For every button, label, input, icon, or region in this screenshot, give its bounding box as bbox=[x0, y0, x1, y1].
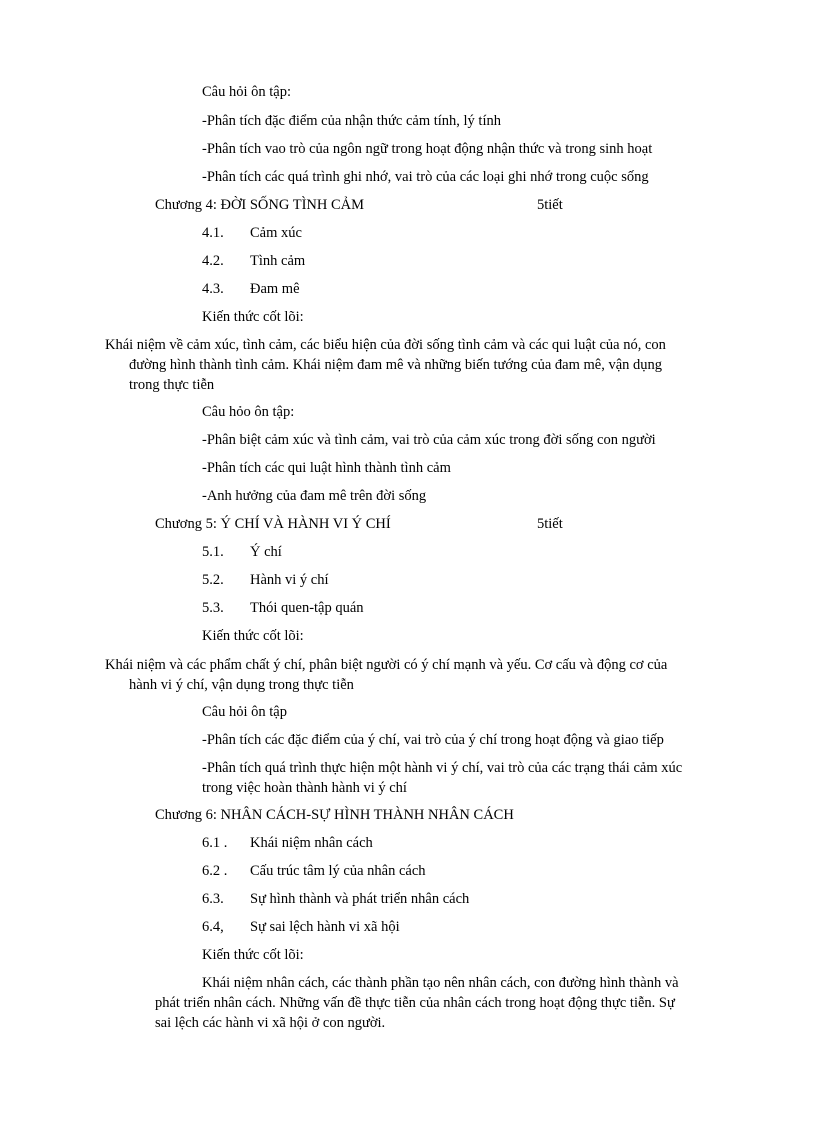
ch6-item-4-num: 6.4, bbox=[202, 919, 224, 935]
ch6-item-1-text: Khái niệm nhân cách bbox=[250, 835, 373, 851]
ch5-item-3-text: Thói quen-tập quán bbox=[250, 600, 364, 616]
ch5-core-label: Kiến thức cốt lõi: bbox=[202, 628, 304, 644]
ch5-item-3-num: 5.3. bbox=[202, 600, 224, 616]
ch3-question-2: -Phân tích vao trò của ngôn ngữ trong hoạt động nhận thức và trong sinh hoạt bbox=[202, 141, 653, 157]
ch5-question-2-line-2: trong việc hoàn thành hành vi ý chí bbox=[202, 780, 407, 796]
ch6-item-3-text: Sự hình thành và phát triển nhân cách bbox=[250, 891, 470, 907]
ch6-core-line-2: phát triển nhân cách. Những vấn đề thực tiễn của nhân cách trong hoạt động thực tiễn. Sự bbox=[155, 995, 675, 1011]
ch6-item-1-num: 6.1 . bbox=[202, 835, 228, 851]
ch5-core-line-1: Khái niệm và các phẩm chất ý chí, phân biệt người có ý chí mạnh và yếu. Cơ cấu và động cơ của bbox=[105, 657, 668, 673]
ch5-core-line-2: hành vi ý chí, vận dụng trong thực tiễn bbox=[129, 677, 354, 693]
ch4-review-title: Câu hỏo ôn tập: bbox=[202, 404, 295, 420]
ch4-core-line-2: đường hình thành tình cảm. Khái niệm đam mê và những biến tướng của đam mê, vận dụng bbox=[129, 357, 663, 373]
ch4-core-label: Kiến thức cốt lõi: bbox=[202, 309, 304, 325]
ch4-item-1-num: 4.1. bbox=[202, 225, 224, 241]
ch3-question-1: -Phân tích đặc điểm của nhận thức cảm tính, lý tính bbox=[202, 113, 501, 129]
ch4-question-2: -Phân tích các qui luật hình thành tình cảm bbox=[202, 460, 451, 476]
ch4-question-1: -Phân biệt cảm xúc và tình cảm, vai trò của cảm xúc trong đời sống con người bbox=[202, 432, 656, 448]
ch5-periods: 5tiết bbox=[537, 516, 563, 532]
ch5-item-2-text: Hành vi ý chí bbox=[250, 572, 329, 588]
ch5-question-1: -Phân tích các đặc điểm của ý chí, vai trò của ý chí trong hoạt động và giao tiếp bbox=[202, 732, 664, 748]
ch6-item-3-num: 6.3. bbox=[202, 891, 224, 907]
ch6-heading: Chương 6: NHÂN CÁCH-SỰ HÌNH THÀNH NHÂN CÁCH bbox=[155, 807, 514, 823]
ch4-item-3-num: 4.3. bbox=[202, 281, 224, 297]
ch4-item-1-text: Cảm xúc bbox=[250, 225, 302, 241]
ch5-item-1-text: Ý chí bbox=[250, 544, 282, 560]
ch5-heading: Chương 5: Ý CHÍ VÀ HÀNH VI Ý CHÍ bbox=[155, 516, 391, 532]
ch6-core-line-1: Khái niệm nhân cách, các thành phần tạo nên nhân cách, con đường hình thành và bbox=[202, 975, 679, 991]
ch4-item-2-text: Tình cảm bbox=[250, 253, 306, 269]
ch5-question-2-line-1: -Phân tích quá trình thực hiện một hành vi ý chí, vai trò của các trạng thái cảm xúc bbox=[202, 760, 683, 776]
ch6-core-line-3: sai lệch các hành vi xã hội ở con người. bbox=[155, 1015, 386, 1031]
ch6-core-label: Kiến thức cốt lõi: bbox=[202, 947, 304, 963]
ch6-item-2-text: Cấu trúc tâm lý của nhân cách bbox=[250, 863, 426, 879]
ch6-item-2-num: 6.2 . bbox=[202, 863, 228, 879]
ch4-item-3-text: Đam mê bbox=[250, 281, 300, 297]
ch3-question-3: -Phân tích các quá trình ghi nhớ, vai trò của các loại ghi nhớ trong cuộc sống bbox=[202, 169, 649, 185]
ch4-core-line-3: trong thực tiễn bbox=[129, 377, 215, 393]
ch4-item-2-num: 4.2. bbox=[202, 253, 224, 269]
ch4-core-line-1: Khái niệm về cảm xúc, tình cảm, các biểu hiện của đời sống tình cảm và các qui luật của nó, con bbox=[105, 337, 666, 353]
ch5-item-1-num: 5.1. bbox=[202, 544, 224, 560]
ch4-heading: Chương 4: ĐỜI SỐNG TÌNH CẢM bbox=[155, 197, 365, 213]
ch4-question-3: -Anh hưởng của đam mê trên đời sống bbox=[202, 488, 427, 504]
ch5-item-2-num: 5.2. bbox=[202, 572, 224, 588]
ch6-item-4-text: Sự sai lệch hành vi xã hội bbox=[250, 919, 400, 935]
ch5-review-title: Câu hỏi ôn tập bbox=[202, 704, 287, 720]
ch4-periods: 5tiết bbox=[537, 197, 563, 213]
ch3-review-title: Câu hỏi ôn tập: bbox=[202, 84, 292, 100]
